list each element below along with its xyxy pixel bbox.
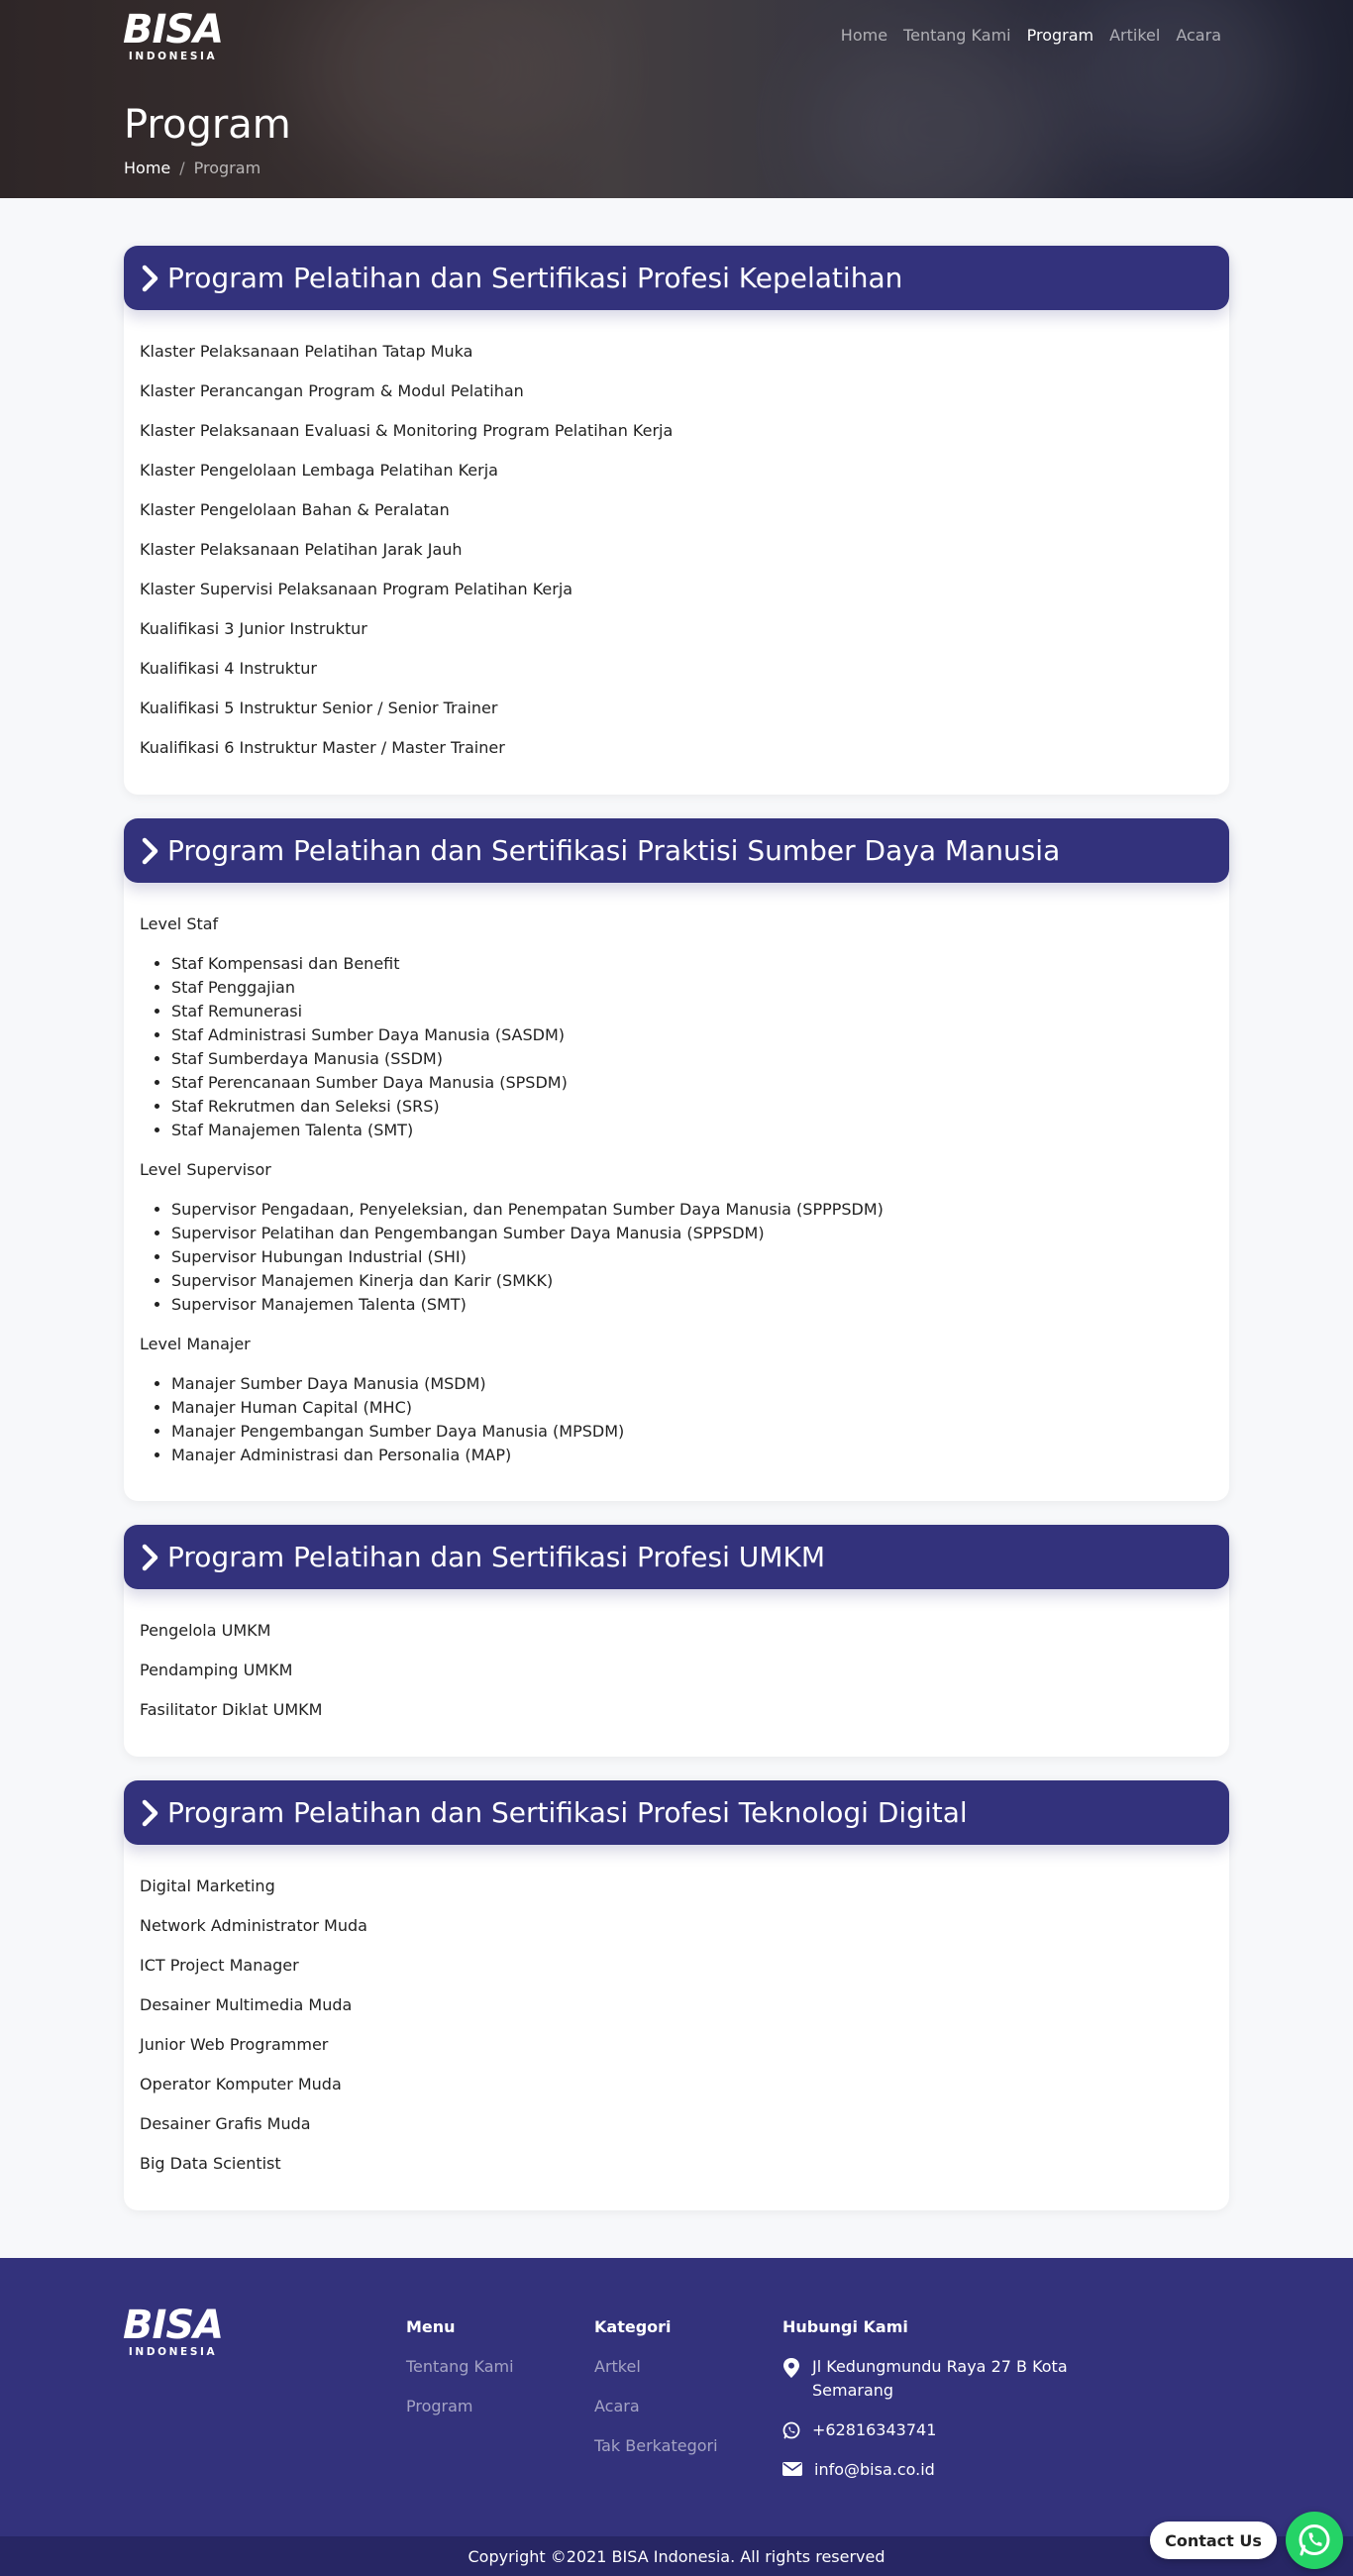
program-card-title: Program Pelatihan dan Sertifikasi Profesi Kepelatihan <box>167 262 903 294</box>
nav-item-home[interactable]: Home <box>840 26 888 45</box>
nav-item-artikel[interactable]: Artikel <box>1109 26 1161 45</box>
list-item: • Staf Perencanaan Sumber Daya Manusia (SPSDM) <box>171 1071 1213 1095</box>
program-card-title: Program Pelatihan dan Sertifikasi Praktisi Sumber Daya Manusia <box>167 834 1061 867</box>
list-item: • Supervisor Pelatihan dan Pengembangan Sumber Daya Manusia (SPPSDM) <box>171 1222 1213 1245</box>
list-item: • Staf Penggajian <box>171 976 1213 1000</box>
whatsapp-float-button[interactable] <box>1286 2512 1343 2569</box>
program-item: Desainer Multimedia Muda <box>140 1995 353 2014</box>
nav-item-tentang-kami[interactable]: Tentang Kami <box>903 26 1011 45</box>
list-item: • Staf Sumberdaya Manusia (SSDM) <box>171 1047 1213 1071</box>
program-list <box>124 310 1229 760</box>
list-item: • Manajer Human Capital (MHC) <box>171 1396 1213 1420</box>
list-item: • Manajer Administrasi dan Personalia (MAP) <box>171 1444 1213 1467</box>
program-card-title: Program Pelatihan dan Sertifikasi Profesi Teknologi Digital <box>167 1796 968 1829</box>
footer-link-tentang-kami[interactable]: Tentang Kami <box>406 2357 514 2376</box>
breadcrumb <box>124 159 260 177</box>
nav-item-acara[interactable]: Acara <box>1176 26 1221 45</box>
list-item: • Staf Remunerasi <box>171 1000 1213 1023</box>
program-item: Kualifikasi 5 Instruktur Senior / Senior Trainer <box>140 698 498 717</box>
list-item: • Supervisor Hubungan Industrial (SHI) <box>171 1245 1213 1269</box>
program-item: Kualifikasi 6 Instruktur Master / Master Trainer <box>140 738 505 757</box>
list-item: • Supervisor Manajemen Talenta (SMT) <box>171 1293 1213 1317</box>
program-item: Klaster Pelaksanaan Pelatihan Tatap Muka <box>140 342 473 361</box>
page-title: Program <box>124 102 291 148</box>
logo-mark: BISA <box>123 7 224 53</box>
hero-banner <box>0 0 1353 198</box>
program-item: Junior Web Programmer <box>140 2035 329 2054</box>
program-item: Fasilitator Diklat UMKM <box>140 1700 323 1719</box>
program-item: Network Administrator Muda <box>140 1916 367 1935</box>
footer-contact-heading: Hubungi Kami <box>782 2317 908 2336</box>
program-item: Klaster Supervisi Pelaksanaan Program Pelatihan Kerja <box>140 580 573 598</box>
breadcrumb-home[interactable]: Home <box>124 159 171 177</box>
main-nav <box>825 26 1221 45</box>
chevron-right-icon <box>140 1543 161 1572</box>
footer <box>0 2258 1353 2536</box>
whatsapp-icon <box>782 2421 800 2439</box>
breadcrumb-separator: / <box>179 159 185 177</box>
chevron-right-icon <box>140 264 161 293</box>
envelope-icon <box>782 2461 802 2477</box>
contact-phone <box>782 2418 1099 2442</box>
footer-link-acara[interactable]: Acara <box>594 2397 640 2415</box>
list-item: • Staf Manajemen Talenta (SMT) <box>171 1119 1213 1142</box>
program-item: Klaster Pelaksanaan Evaluasi & Monitoring Program Pelatihan Kerja <box>140 421 674 440</box>
nav-item-program[interactable]: Program <box>1026 26 1094 45</box>
contact-email-text[interactable]: info@bisa.co.id <box>814 2460 935 2479</box>
program-card-title: Program Pelatihan dan Sertifikasi Profesi UMKM <box>167 1541 825 1573</box>
footer-contact <box>782 2315 1099 2498</box>
contact-us-button[interactable] <box>1150 2522 1277 2559</box>
contact-address-text: Jl Kedungmundu Raya 27 B Kota Semarang <box>812 2357 1068 2400</box>
program-list <box>124 1845 1229 2176</box>
level-list <box>171 1372 1213 1467</box>
program-list <box>124 1589 1229 1722</box>
level-label: Level Manajer <box>140 1335 251 1353</box>
program-card-header[interactable] <box>124 246 1229 310</box>
breadcrumb-current: Program <box>193 159 261 177</box>
level-label: Level Supervisor <box>140 1160 271 1179</box>
program-item: ICT Project Manager <box>140 1956 299 1975</box>
footer-kategori-heading: Kategori <box>594 2317 672 2336</box>
level-label: Level Staf <box>140 914 219 933</box>
contact-email <box>782 2458 1099 2482</box>
contact-address <box>782 2355 1099 2403</box>
contact-phone-text[interactable]: +62816343741 <box>812 2420 937 2439</box>
program-item: Klaster Perancangan Program & Modul Pelatihan <box>140 381 524 400</box>
program-item: Klaster Pelaksanaan Pelatihan Jarak Jauh <box>140 540 463 559</box>
map-pin-icon <box>782 2358 800 2378</box>
list-item: • Manajer Pengembangan Sumber Daya Manusia (MPSDM) <box>171 1420 1213 1444</box>
program-card-umkm <box>124 1525 1229 1757</box>
program-item: Digital Marketing <box>140 1877 275 1895</box>
footer-link-artkel[interactable]: Artkel <box>594 2357 641 2376</box>
footer-logo[interactable] <box>123 2303 224 2358</box>
list-item: • Staf Rekrutmen dan Seleksi (SRS) <box>171 1095 1213 1119</box>
logo-subtitle: INDONESIA <box>128 51 218 62</box>
footer-link-program[interactable]: Program <box>406 2397 473 2415</box>
chevron-right-icon <box>140 1798 161 1828</box>
contact-us-label: Contact Us <box>1165 2530 1262 2550</box>
program-item: Big Data Scientist <box>140 2154 281 2173</box>
list-item: • Staf Administrasi Sumber Daya Manusia (SASDM) <box>171 1023 1213 1047</box>
level-list <box>171 952 1213 1142</box>
header-logo[interactable] <box>123 7 224 62</box>
list-item: • Supervisor Pengadaan, Penyeleksian, dan Penempatan Sumber Daya Manusia (SPPPSDM) <box>171 1198 1213 1222</box>
program-card-header[interactable] <box>124 818 1229 883</box>
list-item: • Staf Kompensasi dan Benefit <box>171 952 1213 976</box>
program-item: Kualifikasi 4 Instruktur <box>140 659 317 678</box>
footer-menu <box>406 2315 514 2434</box>
chevron-right-icon <box>140 836 161 866</box>
program-item: Kualifikasi 3 Junior Instruktur <box>140 619 367 638</box>
program-card-sdm <box>124 818 1229 1501</box>
program-item: Desainer Grafis Muda <box>140 2114 311 2133</box>
list-item: • Manajer Sumber Daya Manusia (MSDM) <box>171 1372 1213 1396</box>
whatsapp-icon <box>1296 2522 1333 2559</box>
list-item: • Supervisor Manajemen Kinerja dan Karir (SMKK) <box>171 1269 1213 1293</box>
program-item: Pengelola UMKM <box>140 1621 271 1640</box>
program-card-header[interactable] <box>124 1525 1229 1589</box>
program-item: Klaster Pengelolaan Bahan & Peralatan <box>140 500 450 519</box>
footer-kategori <box>594 2315 718 2474</box>
program-card-kepelatihan <box>124 246 1229 795</box>
footer-link-tak-berkategori[interactable]: Tak Berkategori <box>594 2436 718 2455</box>
program-item: Pendamping UMKM <box>140 1661 293 1679</box>
program-list <box>124 883 1229 1467</box>
program-item: Operator Komputer Muda <box>140 2075 342 2093</box>
footer-menu-heading: Menu <box>406 2317 456 2336</box>
copyright-text: Copyright ©2021 BISA Indonesia. All rights reserved <box>468 2546 885 2566</box>
logo-subtitle: INDONESIA <box>128 2346 218 2358</box>
program-card-header[interactable] <box>124 1780 1229 1845</box>
program-card-teknologi-digital <box>124 1780 1229 2210</box>
level-list <box>171 1198 1213 1317</box>
program-item: Klaster Pengelolaan Lembaga Pelatihan Kerja <box>140 461 498 480</box>
logo-mark: BISA <box>123 2303 224 2348</box>
